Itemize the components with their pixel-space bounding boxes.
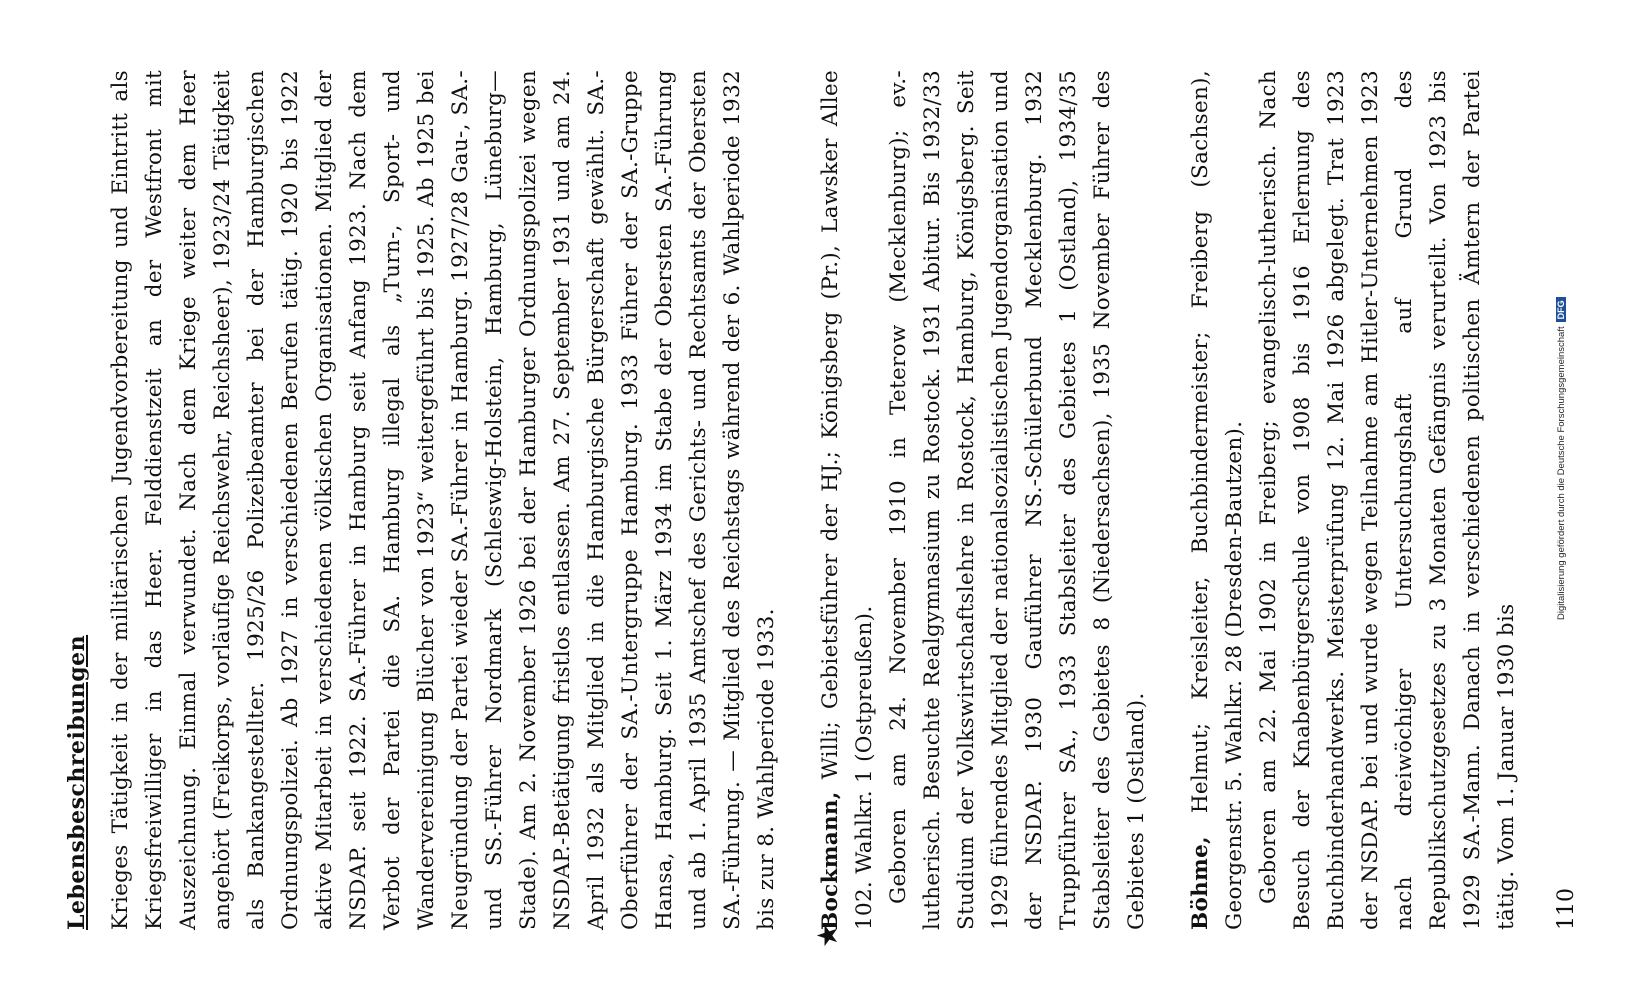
entry-header-text: Willi; Gebietsführer der HJ.; Königsberg (Pr.), Lawsker Allee 102. Wahlkr. 1 (Ostpreußen). bbox=[818, 70, 877, 930]
biography-entry-boehme bbox=[1184, 70, 1524, 930]
entry-name: Böhme, bbox=[1188, 836, 1213, 930]
biography-entry-bockmann bbox=[811, 70, 1154, 948]
entry-paragraph: Geboren am 22. Mai 1902 in Freiberg; evangelisch-lutherisch. Nach Besuch der Knabenbürgerschule von 1908 bis 1916 Erlernung des Buchbinderhandwerks. Meisterprüfung 12. Mai 1926 abgelegt. Trat 1923 der NSDAP. bei und wurde wegen Teilnahme am Hitler-Unternehmen 1923 nach dreiwöchiger Untersuchungshaft auf Grund des Republikschutzgesetzes zu 3 Monaten Gefängnis verurteilt. Von 1923 bis 1929 SA.-Mann. Danach in verschiedenen politischen Ämtern der Partei tätig. Vom 1. Januar 1930 bis bbox=[1256, 70, 1519, 930]
entry-name: Bockmann, bbox=[818, 791, 843, 930]
biography-entry-continued bbox=[104, 70, 784, 930]
digitization-credit-text bbox=[1556, 297, 1567, 620]
page-number: 110 bbox=[1554, 888, 1579, 930]
entry-header-paragraph bbox=[814, 70, 882, 930]
running-head: Lebensbeschreibungen bbox=[64, 634, 90, 930]
star-icon: ★ bbox=[811, 922, 844, 948]
entry-paragraph: Krieges Tätigkeit in der militärischen Jugendvorbereitung und Eintritt als Kriegsfreiwilliger in das Heer. Felddienstzeit an der Westfront mit Auszeichnung. Einmal verwundet. Nach dem Kriege weiter dem Heer angehört (Freikorps, vorläufige Reichswehr, Reichsheer), 1923/24 Tätigkeit als Bankangestellter. 1925/26 Polizeibeamter bei der Hamburgischen Ordnungspolizei. Ab 1927 in verschiedenen Berufen tätig. 1920 bis 1922 aktive Mitarbeit in verschiedenen völkischen Organisationen. Mitglied der NSDAP. seit 1922. SA.-Führer in Hamburg seit Anfang 1923. Nach dem Verbot der Partei die SA. Hamburg illegal als „Turn-, Sport- und Wandervereinigung Blücher von 1923“ weitergeführt bis 1925. Ab 1925 bei Neugründung der Partei wieder SA.-Führer in Hamburg. 1927/28 Gau-, SA.- und SS.-Führer Nordmark (Schleswig-Holstein, Hamburg, Lüneburg—Stade). Am 2. November 1926 bei der Hamburger Ordnungspolizei wegen NSDAP.-Betätigung fristlos entlassen. Am 27. September 1931 und am 24. April 1932 als Mitglied in die Hamburgische Bürgerschaft gewählt. SA.-Oberführer der SA.-Untergruppe Hamburg. 1933 Führer der SA.-Gruppe Hansa, Hamburg. Seit 1. März 1934 im Stabe der Obersten SA.-Führung und ab 1. April 1935 Amtschef des Gerichts- und Rechtsamts der Obersten SA.-Führung. — Mitglied des Reichstags während der 6. Wahlperiode 1932 bis zur 8. Wahlperiode 1933. bbox=[108, 70, 779, 930]
dfg-logo: DFG bbox=[1556, 297, 1566, 322]
entry-paragraph: Geboren am 24. November 1910 in Teterow (Mecklenburg); ev.-lutherisch. Besuchte Realgymnasium zu Rostock. 1931 Abitur. Bis 1932/33 Studium der Volkswirtschaftslehre in Rostock, Hamburg, Königsberg. Seit 1929 führendes Mitglied der nationalsozialistischen Jugendorganisation und der NSDAP. 1930 Gauführer NS.-Schülerbund Mecklenburg. 1932 Truppführer SA., 1933 Stabsleiter des Gebietes 1 (Ostland), 1934/35 Stabsleiter des Gebietes 8 (Niedersachsen), 1935 November Führer des Gebietes 1 (Ostland). bbox=[886, 70, 1149, 930]
digitization-note: Digitalisierung gefördert durch die Deutsche Forschungsgemeinschaft bbox=[1556, 326, 1567, 620]
entry-header-paragraph bbox=[1184, 70, 1252, 930]
entry-header-text: Helmut; Kreisleiter, Buchbindermeister; Freiberg (Sachsen), Georgenstr. 5. Wahlkr. 28 (Dresden-Bautzen). bbox=[1188, 70, 1247, 930]
digitization-credit bbox=[1556, 0, 1572, 1000]
